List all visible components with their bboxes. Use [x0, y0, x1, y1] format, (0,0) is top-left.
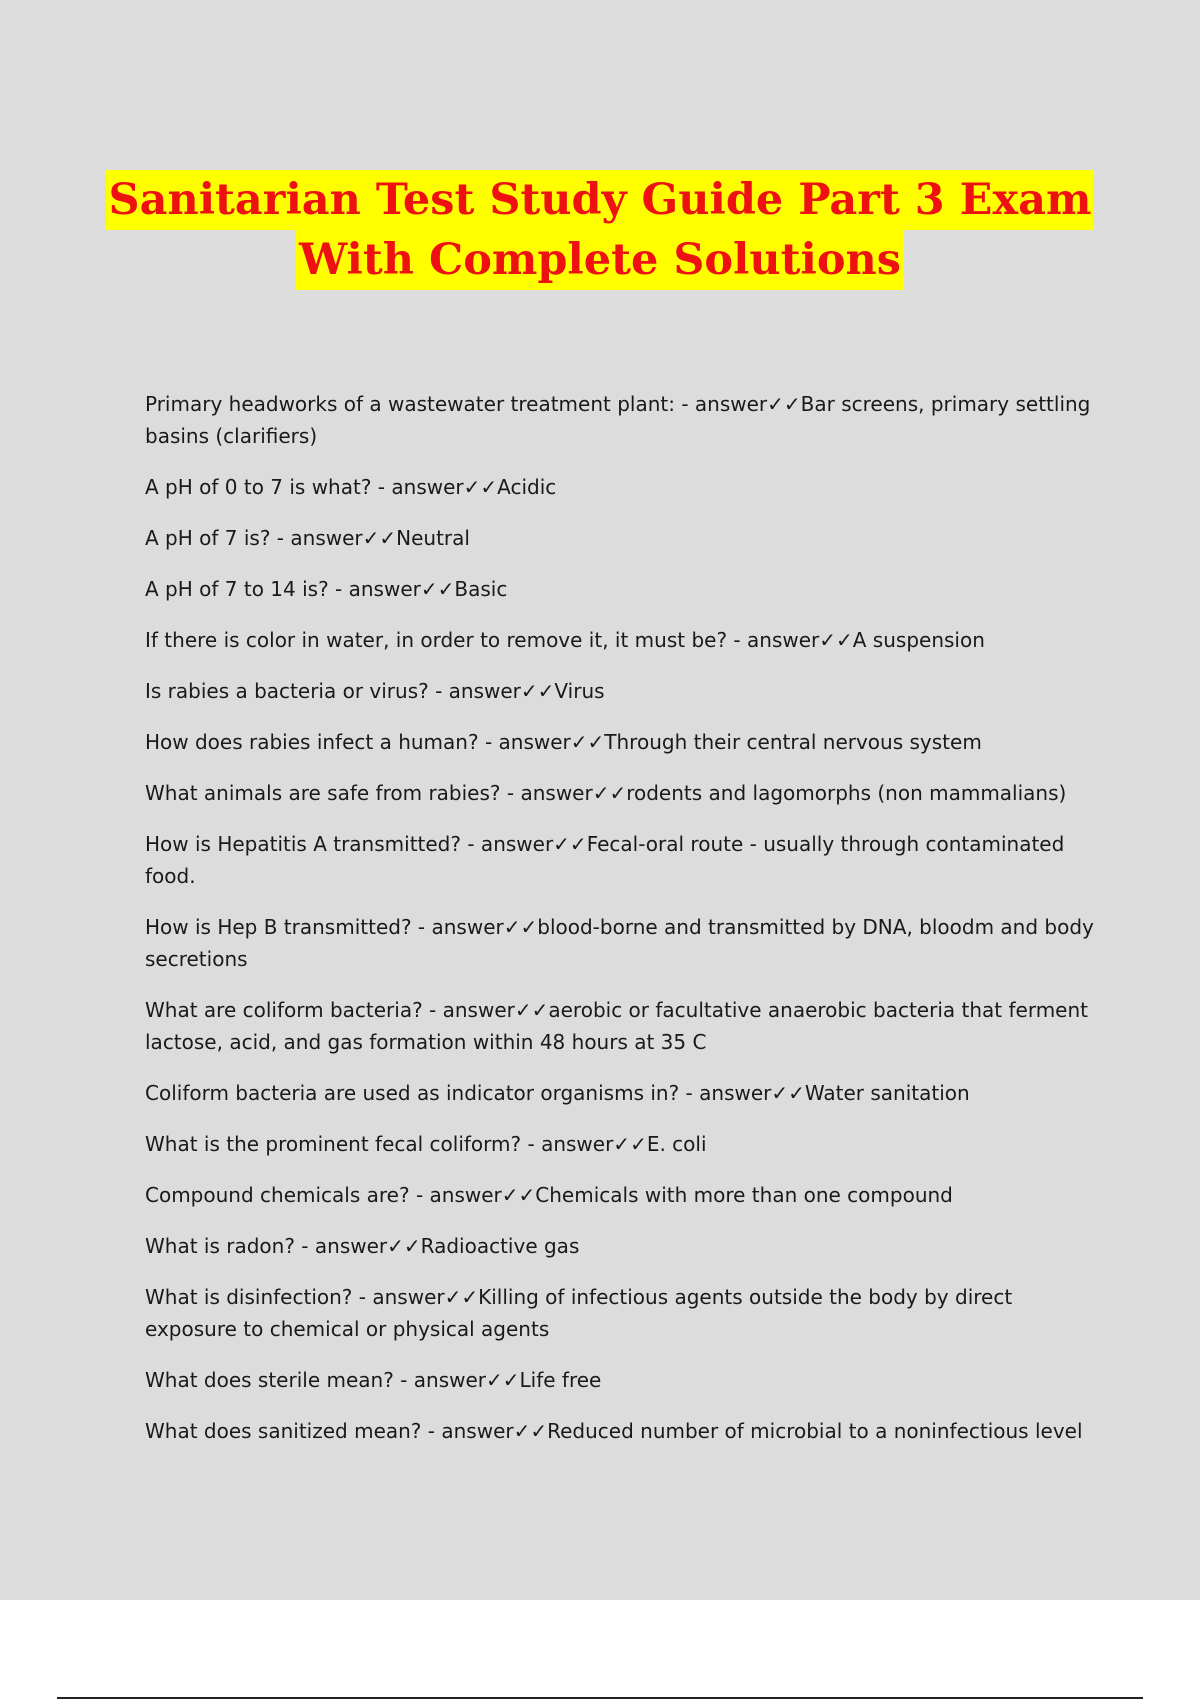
answer-marker: - answer✓✓: [371, 475, 498, 499]
question-text: If there is color in water, in order to remove it, it must be?: [145, 628, 728, 652]
answer-text: Chemicals with more than one compound: [535, 1183, 953, 1207]
qa-item: [145, 675, 1095, 707]
qa-item: [145, 1281, 1095, 1345]
answer-text: Killing of infectious agents outside the body by direct exposure to chemical or physical agents: [145, 1285, 1013, 1341]
qa-item: [145, 777, 1095, 809]
answer-marker: - answer✓✓: [521, 1132, 647, 1156]
question-text: A pH of 0 to 7 is what?: [145, 475, 372, 499]
qa-item: [145, 471, 1095, 503]
question-text: What is radon?: [145, 1234, 295, 1258]
answer-text: Neutral: [396, 526, 470, 550]
answer-text: blood-borne and transmitted by DNA, bloodm and body secretions: [145, 915, 1094, 971]
qa-item: [145, 1179, 1095, 1211]
answer-marker: - answer✓✓: [393, 1368, 520, 1392]
question-text: Coliform bacteria are used as indicator organisms in?: [145, 1081, 680, 1105]
answer-text: Life free: [519, 1368, 602, 1392]
qa-item: [145, 828, 1095, 892]
answer-text: A suspension: [852, 628, 985, 652]
qa-item: [145, 1415, 1095, 1447]
question-text: What are coliform bacteria?: [145, 998, 423, 1022]
question-text: What is disinfection?: [145, 1285, 353, 1309]
answer-text: Fecal-oral route - usually through contaminated food.: [145, 832, 1065, 888]
answer-text: Basic: [454, 577, 508, 601]
answer-marker: - answer✓✓: [461, 832, 587, 856]
qa-item: [145, 624, 1095, 656]
question-text: How is Hepatitis A transmitted?: [145, 832, 461, 856]
answer-marker: - answer✓✓: [422, 998, 549, 1022]
qa-item: [145, 388, 1095, 452]
answer-marker: - answer✓✓: [478, 730, 605, 754]
question-text: Compound chemicals are?: [145, 1183, 410, 1207]
qa-item: [145, 994, 1095, 1058]
answer-marker: - answer✓✓: [411, 915, 538, 939]
answer-text: rodents and lagomorphs (non mammalians): [626, 781, 1067, 805]
answer-marker: - answer✓✓: [270, 526, 397, 550]
answer-marker: - answer✓✓: [727, 628, 853, 652]
document-title: [0, 170, 1200, 290]
qa-item: [145, 522, 1095, 554]
qa-list: [145, 388, 1095, 1466]
qa-item: [145, 1230, 1095, 1262]
qa-item: [145, 911, 1095, 975]
question-text: What does sterile mean?: [145, 1368, 394, 1392]
question-text: How is Hep B transmitted?: [145, 915, 412, 939]
answer-text: Bar screens, primary settling basins (clarifiers): [145, 392, 1091, 448]
question-text: What is the prominent fecal coliform?: [145, 1132, 522, 1156]
title-line-2: With Complete Solutions: [296, 230, 904, 290]
qa-item: [145, 573, 1095, 605]
answer-marker: - answer✓✓: [674, 392, 801, 416]
question-text: How does rabies infect a human?: [145, 730, 479, 754]
qa-item: [145, 1077, 1095, 1109]
answer-marker: - answer✓✓: [428, 679, 555, 703]
qa-item: [145, 1128, 1095, 1160]
question-text: A pH of 7 to 14 is?: [145, 577, 329, 601]
answer-text: Radioactive gas: [420, 1234, 580, 1258]
question-text: What does sanitized mean?: [145, 1419, 422, 1443]
answer-marker: - answer✓✓: [328, 577, 455, 601]
question-text: Is rabies a bacteria or virus?: [145, 679, 429, 703]
qa-item: [145, 726, 1095, 758]
answer-marker: - answer✓✓: [421, 1419, 548, 1443]
answer-text: Reduced number of microbial to a noninfectious level: [547, 1419, 1083, 1443]
page-bottom-margin: [0, 1600, 1200, 1700]
answer-text: Virus: [554, 679, 605, 703]
question-text: What animals are safe from rabies?: [145, 781, 501, 805]
footer-divider: [57, 1697, 1143, 1699]
question-text: A pH of 7 is?: [145, 526, 271, 550]
answer-marker: - answer✓✓: [409, 1183, 536, 1207]
answer-text: Through their central nervous system: [604, 730, 982, 754]
answer-text: Water sanitation: [804, 1081, 970, 1105]
answer-text: Acidic: [497, 475, 557, 499]
answer-marker: - answer✓✓: [352, 1285, 479, 1309]
answer-marker: - answer✓✓: [679, 1081, 805, 1105]
answer-text: E. coli: [646, 1132, 707, 1156]
question-text: Primary headworks of a wastewater treatment plant:: [145, 392, 675, 416]
title-line-1: Sanitarian Test Study Guide Part 3 Exam: [106, 170, 1095, 230]
answer-text: aerobic or facultative anaerobic bacteria that ferment lactose, acid, and gas formation within 48 hours at 35 C: [145, 998, 1088, 1054]
answer-marker: - answer✓✓: [294, 1234, 421, 1258]
qa-item: [145, 1364, 1095, 1396]
answer-marker: - answer✓✓: [500, 781, 627, 805]
